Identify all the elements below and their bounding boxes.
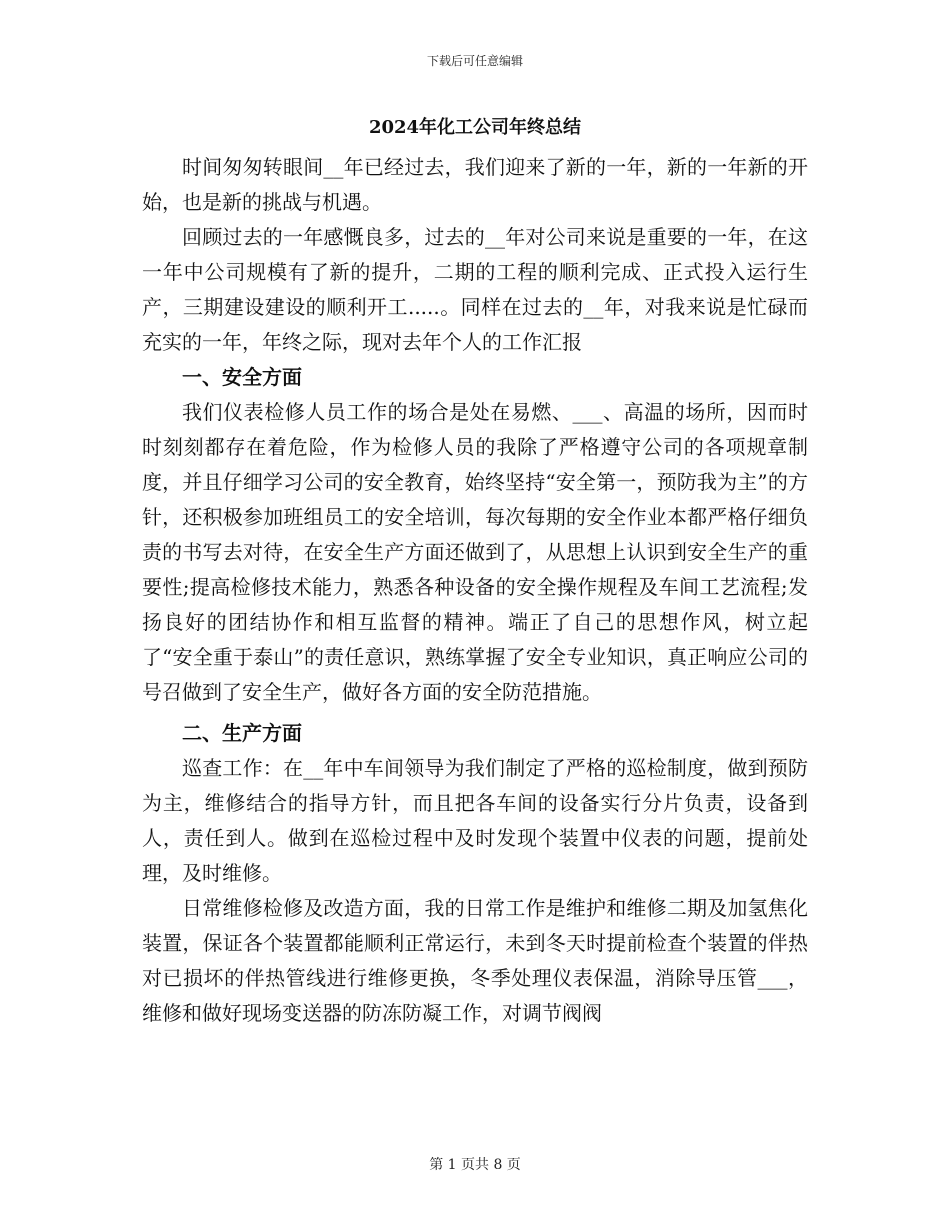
intro-paragraph-2: 回顾过去的一年感慨良多，过去的__年对公司来说是重要的一年，在这一年中公司规模有了新的提升，二期的工程的顺利完成、正式投入运行生产，三期建设建设的顺利开工.....。同样在过去的__年，对我来说是忙碌而充实的一年，年终之际，现对去年个人的工作汇报: [142, 225, 808, 354]
intro-paragraph-1: 时间匆匆转眼间__年已经过去，我们迎来了新的一年，新的一年新的开始，也是新的挑战与机遇。: [142, 155, 808, 214]
section-heading-safety: 一、安全方面: [182, 365, 302, 389]
safety-paragraph: 我们仪表检修人员工作的场合是处在易燃、___、高温的场所，因而时时刻刻都存在着危险，作为检修人员的我除了严格遵守公司的各项规章制度，并且仔细学习公司的安全教育，始终坚持“安全第一，预防我为主”的方针，还积极参加班组员工的安全培训，每次每期的安全作业本都严格仔细负责的书写去对待，在安全生产方面还做到了，从思想上认识到安全生产的重要性;提高检修技术能力，熟悉各种设备的安全操作规程及车间工艺流程;发扬良好的团结协作和相互监督的精神。端正了自己的思想作风，树立起了“安全重于泰山”的责任意识，熟练掌握了安全专业知识，真正响应公司的号召做到了安全生产，做好各方面的安全防范措施。: [142, 400, 808, 704]
section-heading-production: 二、生产方面: [182, 721, 302, 745]
page-number: 第 1 页共 8 页: [429, 1157, 521, 1173]
maintenance-paragraph: 日常维修检修及改造方面，我的日常工作是维护和维修二期及加氢焦化装置，保证各个装置都能顺利正常运行，未到冬天时提前检查个装置的伴热对已损坏的伴热管线进行维修更换，冬季处理仪表保温，消除导压管___，维修和做好现场变送器的防冻防凝工作，对调节阀阀: [142, 896, 808, 1025]
page-header-note: 下载后可任意编辑: [426, 54, 523, 68]
document-title: 2024年化工公司年终总结: [368, 117, 582, 138]
document-body: [142, 150, 808, 1031]
patrol-paragraph: 巡查工作：在__年中车间领导为我们制定了严格的巡检制度，做到预防为主，维修结合的指导方针，而且把各车间的设备实行分片负责，设备到人，责任到人。做到在巡检过程中及时发现个装置中仪表的问题，提前处理，及时维修。: [142, 756, 808, 885]
